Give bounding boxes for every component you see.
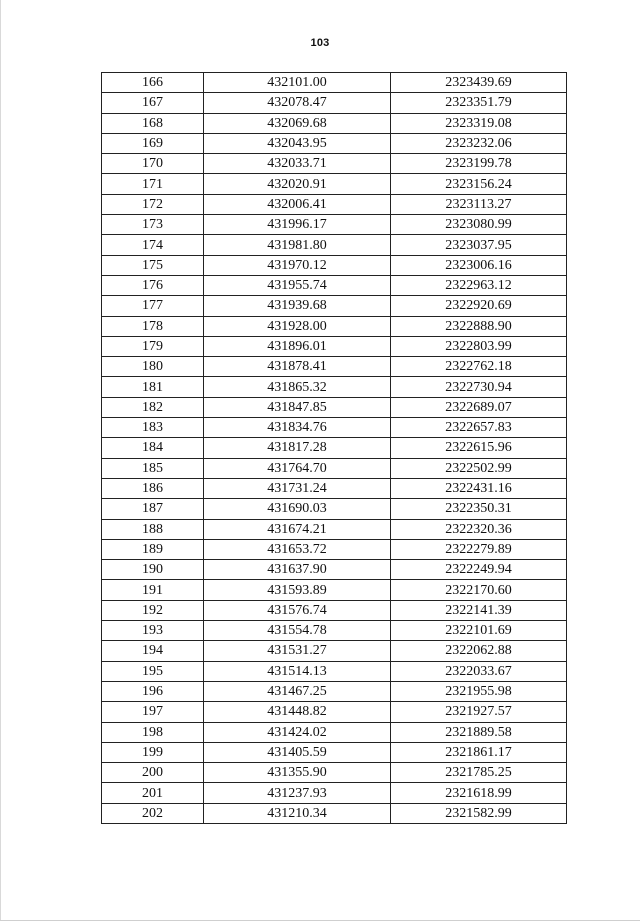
x-coordinate-cell: 431731.24 — [204, 478, 391, 498]
x-coordinate-cell: 431896.01 — [204, 336, 391, 356]
table-row — [102, 783, 567, 803]
x-coordinate-cell: 431653.72 — [204, 539, 391, 559]
table-row — [102, 803, 567, 823]
point-number-cell: 177 — [102, 296, 204, 316]
y-coordinate-cell: 2322170.60 — [391, 580, 567, 600]
y-coordinate-cell: 2321927.57 — [391, 702, 567, 722]
point-number-cell: 170 — [102, 154, 204, 174]
coordinate-table-body — [102, 73, 567, 824]
y-coordinate-cell: 2322249.94 — [391, 560, 567, 580]
page-number: 103 — [310, 37, 330, 49]
point-number-cell: 181 — [102, 377, 204, 397]
table-row — [102, 580, 567, 600]
y-coordinate-cell: 2323080.99 — [391, 215, 567, 235]
y-coordinate-cell: 2323351.79 — [391, 93, 567, 113]
table-row — [102, 357, 567, 377]
y-coordinate-cell: 2322615.96 — [391, 438, 567, 458]
table-row — [102, 215, 567, 235]
table-row — [102, 174, 567, 194]
x-coordinate-cell: 431939.68 — [204, 296, 391, 316]
table-row — [102, 316, 567, 336]
table-row — [102, 154, 567, 174]
y-coordinate-cell: 2322320.36 — [391, 519, 567, 539]
point-number-cell: 189 — [102, 539, 204, 559]
x-coordinate-cell: 431448.82 — [204, 702, 391, 722]
x-coordinate-cell: 431514.13 — [204, 661, 391, 681]
y-coordinate-cell: 2321861.17 — [391, 742, 567, 762]
coordinate-table — [101, 72, 567, 824]
point-number-cell: 175 — [102, 255, 204, 275]
y-coordinate-cell: 2322141.39 — [391, 600, 567, 620]
table-row — [102, 235, 567, 255]
x-coordinate-cell: 431981.80 — [204, 235, 391, 255]
table-row — [102, 681, 567, 701]
x-coordinate-cell: 431554.78 — [204, 621, 391, 641]
y-coordinate-cell: 2322062.88 — [391, 641, 567, 661]
y-coordinate-cell: 2322762.18 — [391, 357, 567, 377]
point-number-cell: 180 — [102, 357, 204, 377]
point-number-cell: 183 — [102, 418, 204, 438]
y-coordinate-cell: 2323199.78 — [391, 154, 567, 174]
x-coordinate-cell: 431424.02 — [204, 722, 391, 742]
x-coordinate-cell: 431674.21 — [204, 519, 391, 539]
point-number-cell: 199 — [102, 742, 204, 762]
y-coordinate-cell: 2322888.90 — [391, 316, 567, 336]
x-coordinate-cell: 431865.32 — [204, 377, 391, 397]
y-coordinate-cell: 2321785.25 — [391, 763, 567, 783]
x-coordinate-cell: 431237.93 — [204, 783, 391, 803]
x-coordinate-cell: 431847.85 — [204, 397, 391, 417]
point-number-cell: 182 — [102, 397, 204, 417]
x-coordinate-cell: 431210.34 — [204, 803, 391, 823]
y-coordinate-cell: 2322963.12 — [391, 275, 567, 295]
point-number-cell: 166 — [102, 73, 204, 93]
x-coordinate-cell: 432069.68 — [204, 113, 391, 133]
point-number-cell: 202 — [102, 803, 204, 823]
table-row — [102, 742, 567, 762]
point-number-cell: 196 — [102, 681, 204, 701]
point-number-cell: 173 — [102, 215, 204, 235]
x-coordinate-cell: 431467.25 — [204, 681, 391, 701]
point-number-cell: 194 — [102, 641, 204, 661]
x-coordinate-cell: 431764.70 — [204, 458, 391, 478]
table-row — [102, 600, 567, 620]
y-coordinate-cell: 2321889.58 — [391, 722, 567, 742]
y-coordinate-cell: 2321618.99 — [391, 783, 567, 803]
y-coordinate-cell: 2322689.07 — [391, 397, 567, 417]
table-row — [102, 255, 567, 275]
y-coordinate-cell: 2323232.06 — [391, 133, 567, 153]
point-number-cell: 200 — [102, 763, 204, 783]
x-coordinate-cell: 432043.95 — [204, 133, 391, 153]
table-row — [102, 499, 567, 519]
point-number-cell: 167 — [102, 93, 204, 113]
point-number-cell: 195 — [102, 661, 204, 681]
table-row — [102, 275, 567, 295]
point-number-cell: 174 — [102, 235, 204, 255]
table-row — [102, 113, 567, 133]
y-coordinate-cell: 2322279.89 — [391, 539, 567, 559]
x-coordinate-cell: 431928.00 — [204, 316, 391, 336]
table-row — [102, 621, 567, 641]
y-coordinate-cell: 2322920.69 — [391, 296, 567, 316]
table-row — [102, 763, 567, 783]
table-row — [102, 438, 567, 458]
point-number-cell: 168 — [102, 113, 204, 133]
point-number-cell: 201 — [102, 783, 204, 803]
point-number-cell: 171 — [102, 174, 204, 194]
point-number-cell: 192 — [102, 600, 204, 620]
y-coordinate-cell: 2323037.95 — [391, 235, 567, 255]
point-number-cell: 169 — [102, 133, 204, 153]
point-number-cell: 184 — [102, 438, 204, 458]
x-coordinate-cell: 431576.74 — [204, 600, 391, 620]
table-row — [102, 722, 567, 742]
x-coordinate-cell: 431817.28 — [204, 438, 391, 458]
x-coordinate-cell: 432006.41 — [204, 194, 391, 214]
table-row — [102, 519, 567, 539]
x-coordinate-cell: 431834.76 — [204, 418, 391, 438]
x-coordinate-cell: 431955.74 — [204, 275, 391, 295]
x-coordinate-cell: 431996.17 — [204, 215, 391, 235]
table-row — [102, 133, 567, 153]
point-number-cell: 176 — [102, 275, 204, 295]
x-coordinate-cell: 431637.90 — [204, 560, 391, 580]
table-row — [102, 661, 567, 681]
table-row — [102, 73, 567, 93]
point-number-cell: 172 — [102, 194, 204, 214]
table-row — [102, 194, 567, 214]
page-left-edge — [0, 0, 1, 921]
y-coordinate-cell: 2322350.31 — [391, 499, 567, 519]
y-coordinate-cell: 2323319.08 — [391, 113, 567, 133]
table-row — [102, 560, 567, 580]
x-coordinate-cell: 431878.41 — [204, 357, 391, 377]
x-coordinate-cell: 432020.91 — [204, 174, 391, 194]
point-number-cell: 198 — [102, 722, 204, 742]
x-coordinate-cell: 431531.27 — [204, 641, 391, 661]
point-number-cell: 187 — [102, 499, 204, 519]
table-row — [102, 539, 567, 559]
y-coordinate-cell: 2322431.16 — [391, 478, 567, 498]
table-row — [102, 377, 567, 397]
y-coordinate-cell: 2322101.69 — [391, 621, 567, 641]
x-coordinate-cell: 432078.47 — [204, 93, 391, 113]
y-coordinate-cell: 2322803.99 — [391, 336, 567, 356]
x-coordinate-cell: 432033.71 — [204, 154, 391, 174]
point-number-cell: 193 — [102, 621, 204, 641]
table-row — [102, 641, 567, 661]
y-coordinate-cell: 2321582.99 — [391, 803, 567, 823]
y-coordinate-cell: 2322730.94 — [391, 377, 567, 397]
point-number-cell: 185 — [102, 458, 204, 478]
point-number-cell: 186 — [102, 478, 204, 498]
x-coordinate-cell: 431970.12 — [204, 255, 391, 275]
y-coordinate-cell: 2323113.27 — [391, 194, 567, 214]
x-coordinate-cell: 431593.89 — [204, 580, 391, 600]
point-number-cell: 179 — [102, 336, 204, 356]
x-coordinate-cell: 431355.90 — [204, 763, 391, 783]
point-number-cell: 197 — [102, 702, 204, 722]
table-row — [102, 397, 567, 417]
table-row — [102, 93, 567, 113]
point-number-cell: 191 — [102, 580, 204, 600]
table-row — [102, 458, 567, 478]
y-coordinate-cell: 2323439.69 — [391, 73, 567, 93]
x-coordinate-cell: 431405.59 — [204, 742, 391, 762]
point-number-cell: 188 — [102, 519, 204, 539]
y-coordinate-cell: 2321955.98 — [391, 681, 567, 701]
x-coordinate-cell: 432101.00 — [204, 73, 391, 93]
y-coordinate-cell: 2322502.99 — [391, 458, 567, 478]
y-coordinate-cell: 2323156.24 — [391, 174, 567, 194]
y-coordinate-cell: 2322657.83 — [391, 418, 567, 438]
point-number-cell: 178 — [102, 316, 204, 336]
y-coordinate-cell: 2322033.67 — [391, 661, 567, 681]
table-row — [102, 336, 567, 356]
x-coordinate-cell: 431690.03 — [204, 499, 391, 519]
table-row — [102, 478, 567, 498]
table-row — [102, 296, 567, 316]
table-row — [102, 418, 567, 438]
table-row — [102, 702, 567, 722]
y-coordinate-cell: 2323006.16 — [391, 255, 567, 275]
point-number-cell: 190 — [102, 560, 204, 580]
